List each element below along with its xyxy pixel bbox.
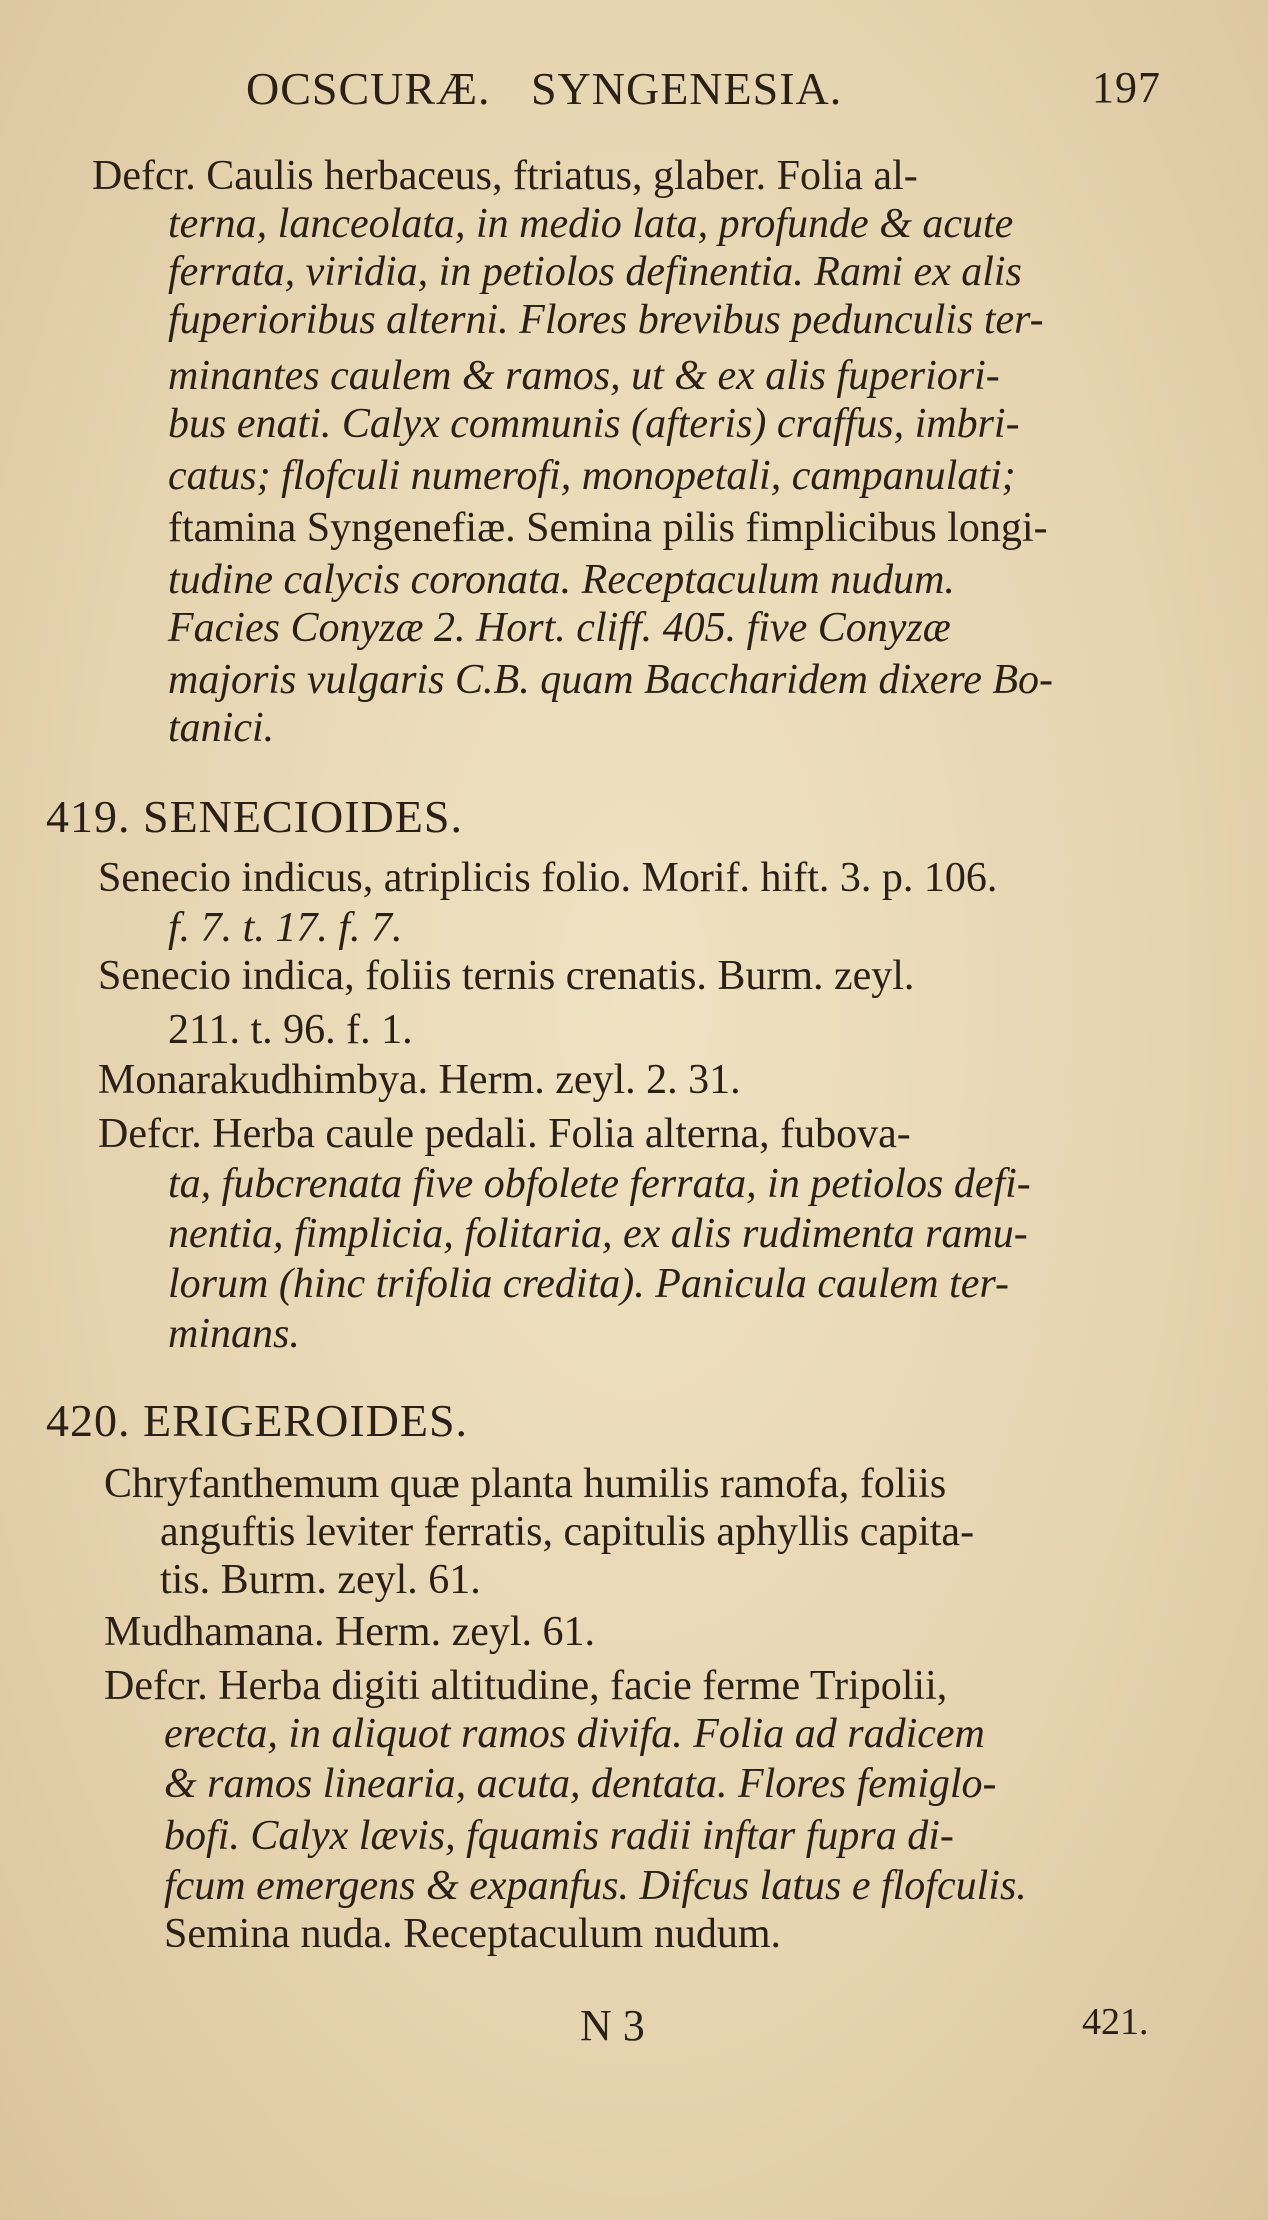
description-line: erecta, in aliquot ramos divifa. Folia ad radicem	[164, 1711, 985, 1757]
synonym-line: Senecio indicus, atriplicis folio. Morif. hift. 3. p. 106.	[98, 855, 998, 901]
text-line: fuperioribus alterni. Flores brevibus pedunculis ter-	[168, 297, 1044, 343]
synonym-line: Senecio indica, foliis ternis crenatis. Burm. zeyl.	[98, 953, 915, 999]
description-line: fcum emergens & expanfus. Difcus latus e flofculis.	[164, 1863, 1027, 1909]
vernacular-line: Mudhamana. Herm. zeyl. 61.	[104, 1609, 596, 1655]
description-line: Semina nuda. Receptaculum nudum.	[164, 1911, 782, 1957]
catchword: 421.	[1082, 2001, 1149, 2043]
text-line: catus; flofculi numerofi, monopetali, campanulati;	[168, 453, 1016, 499]
text-line: terna, lanceolata, in medio lata, profunde & acute	[168, 201, 1014, 247]
description-line: lorum (hinc trifolia credita). Panicula caulem ter-	[168, 1261, 1009, 1307]
page-number: 197	[1092, 63, 1161, 112]
signature-mark: N 3	[580, 2001, 645, 2050]
running-title: OCSCURÆ. SYNGENESIA.	[246, 63, 843, 114]
entry-heading: 419. SENECIOIDES.	[46, 791, 463, 842]
synonym-line: f. 7. t. 17. f. 7.	[168, 905, 403, 951]
text-line: tudine calycis coronata. Receptaculum nudum.	[168, 557, 955, 603]
running-header	[0, 62, 1268, 122]
text-line: Facies Conyzæ 2. Hort. cliff. 405. five Conyzæ	[168, 605, 951, 651]
text-line: ftamina Syngenefiæ. Semina pilis fimplicibus longi-	[168, 505, 1048, 551]
entry-heading: 420. ERIGEROIDES.	[46, 1395, 469, 1446]
description-line: Defcr. Herba digiti altitudine, facie ferme Tripolii,	[104, 1663, 948, 1709]
text-line: tanici.	[168, 705, 275, 751]
description-line: Defcr. Herba caule pedali. Folia alterna, fubova-	[98, 1111, 911, 1157]
vernacular-line: Monarakudhimbya. Herm. zeyl. 2. 31.	[98, 1057, 741, 1103]
description-line: ta, fubcrenata five obfolete ferrata, in petiolos defi-	[168, 1161, 1031, 1207]
text-line: minantes caulem & ramos, ut & ex alis fuperiori-	[168, 353, 1000, 399]
description-line: minans.	[168, 1311, 300, 1357]
text-line: Defcr. Caulis herbaceus, ftriatus, glaber. Folia al-	[92, 153, 918, 199]
synonym-line: anguftis leviter ferratis, capitulis aphyllis capita-	[160, 1509, 975, 1555]
description-line: & ramos linearia, acuta, dentata. Flores femiglo-	[164, 1761, 997, 1807]
synonym-line: Chryfanthemum quæ planta humilis ramofa, foliis	[104, 1461, 947, 1507]
text-line: majoris vulgaris C.B. quam Baccharidem dixere Bo-	[168, 657, 1053, 703]
description-line: nentia, fimplicia, folitaria, ex alis rudimenta ramu-	[168, 1211, 1028, 1257]
description-line: bofi. Calyx lævis, fquamis radii inftar fupra di-	[164, 1813, 954, 1859]
text-line: ferrata, viridia, in petiolos definentia. Rami ex alis	[168, 249, 1022, 295]
page-footer	[0, 2000, 1268, 2060]
synonym-line: 211. t. 96. f. 1.	[168, 1007, 413, 1053]
synonym-line: tis. Burm. zeyl. 61.	[160, 1557, 481, 1603]
text-line: bus enati. Calyx communis (afteris) craffus, imbri-	[168, 401, 1020, 447]
